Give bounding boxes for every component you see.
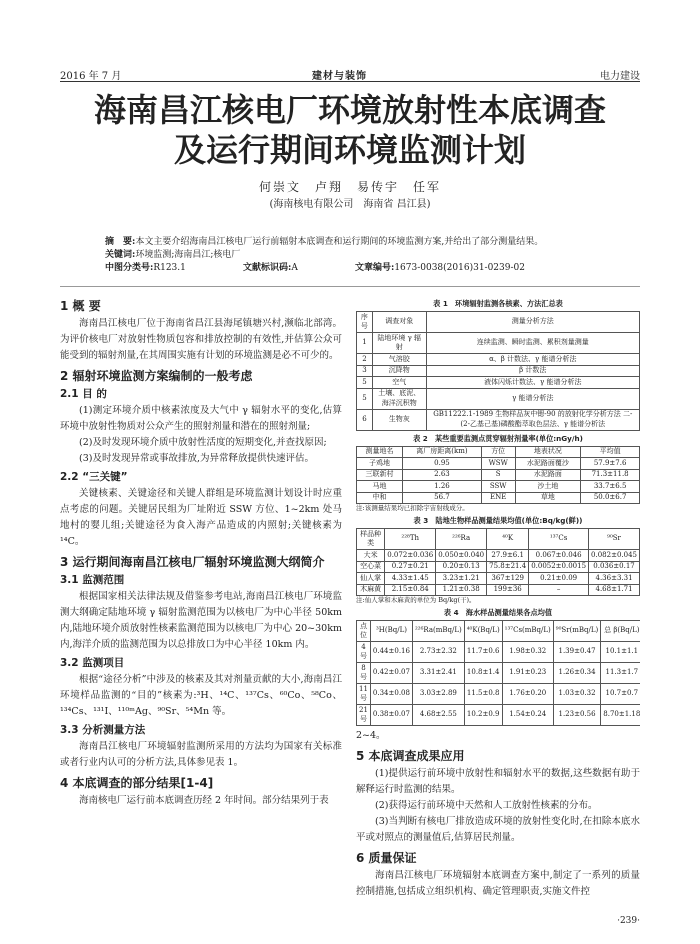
table-cell: 中和 <box>357 492 403 504</box>
table-1 <box>356 311 640 431</box>
table-header-row <box>357 312 640 333</box>
table-cell: 1.54±0.24 <box>502 705 553 726</box>
table-row <box>357 492 640 504</box>
section-heading: 5 本底调查成果应用 <box>356 749 465 763</box>
table-cell: 11.7±0.6 <box>464 642 502 663</box>
table-row <box>357 642 641 663</box>
left-column <box>60 294 342 934</box>
section-heading: 6 质量保证 <box>356 851 417 865</box>
table-cell: 6 <box>357 409 373 430</box>
table-cell: 5 <box>357 388 373 409</box>
table-cell: 10.7±0.7 <box>601 684 640 705</box>
table-cell: 367±129 <box>487 573 529 585</box>
table-cell: ENE <box>481 492 515 504</box>
table-cell: 0.050±0.040 <box>436 550 487 562</box>
title-line-2: 及运行期间环境监测计划 <box>173 131 526 169</box>
column-header: ⁴⁰K(Bq/L) <box>464 621 502 642</box>
table-cell: 1.23±0.56 <box>553 705 601 726</box>
header-journal: 建材与装饰 <box>312 71 367 82</box>
table-cell: 1.39±0.47 <box>553 642 601 663</box>
header-section: 电力建设 <box>600 71 640 82</box>
table-cell: 4.33±1.45 <box>385 573 436 585</box>
header-rule <box>60 81 640 82</box>
doc-code-label: 文献标识码: <box>243 263 292 273</box>
table-cell: 10.1±1.1 <box>601 642 640 663</box>
column-header: 样品种类 <box>357 529 385 550</box>
table-cell: 2.73±2.32 <box>412 642 464 663</box>
article-no-label: 文章编号: <box>354 263 395 273</box>
column-header: ¹³⁷Cs <box>529 529 589 550</box>
table-cell: 仙人掌 <box>357 573 385 585</box>
abstract-label: 摘 要: <box>105 237 136 247</box>
subsection-heading: 3.1 监测范围 <box>60 574 125 586</box>
table-cell: 1.91±0.23 <box>502 663 553 684</box>
table-row <box>357 458 640 470</box>
table-row <box>357 584 640 596</box>
table-cell: 57.9±7.6 <box>581 458 640 470</box>
authors: 何崇文 卢翔 易传宇 任军 <box>258 180 441 194</box>
table-cell: 3 <box>357 365 373 377</box>
column-header: ²²⁶Ra(mBq/L) <box>412 621 464 642</box>
abstract-line <box>105 236 640 249</box>
title-line-1: 海南昌江核电厂环境放射性本底调查 <box>93 91 606 129</box>
keywords-text: 环境监测;海南昌江;核电厂 <box>135 250 241 260</box>
section-heading: 2 辐射环境监测方案编制的一般考虑 <box>60 369 253 383</box>
paper-title <box>60 90 640 170</box>
column-header: 地表状况 <box>515 446 581 458</box>
table-row <box>357 550 640 562</box>
table-cell: 0.44±0.16 <box>370 642 412 663</box>
table-row <box>357 561 640 573</box>
table-cell: 11.3±1.7 <box>601 663 640 684</box>
section-heading: 3 运行期间海南昌江核电厂辐射环境监测大纲简介 <box>60 555 325 569</box>
table-1-caption: 表 1 环境辐射监测各核素、方法汇总表 <box>433 299 563 308</box>
paragraph: 海南昌江核电厂环境辐射监测所采用的方法均为国家有关标准或者行业内认可的分析方法,具体参见表 1。 <box>60 741 342 768</box>
table-cell: 1 <box>357 333 373 354</box>
table-cell: 子鸡地 <box>357 458 403 470</box>
table-row <box>357 469 640 481</box>
table-cell: S <box>481 469 515 481</box>
table-cell: 土壤、底泥、海洋沉积物 <box>372 388 426 409</box>
column-header: 序号 <box>357 312 373 333</box>
table-cell: 0.27±0.21 <box>385 561 436 573</box>
column-header: 点位 <box>357 621 371 642</box>
table-cell: 0.42±0.07 <box>370 663 412 684</box>
column-header: ⁹⁰Sr <box>589 529 640 550</box>
keywords-label: 关键词: <box>105 250 136 260</box>
table-cell: 33.7±6.5 <box>581 481 640 493</box>
header-date: 2016 年 7 月 <box>60 71 122 82</box>
paragraph: (1)测定环境介质中核素浓度及大气中 γ 辐射水平的变化,估算环境中放射性物质对公众产生的照射剂量和潜在的照射剂量; <box>60 405 342 432</box>
table-cell: 4.36±3.31 <box>589 573 640 585</box>
column-header: 总 β(Bq/L) <box>601 621 640 642</box>
table-row <box>357 333 640 354</box>
table-row <box>357 684 641 705</box>
table-header-row <box>357 529 640 550</box>
table-header-row <box>357 446 640 458</box>
table-cell: 沙土地 <box>515 481 581 493</box>
table-4 <box>356 620 640 726</box>
column-header: ³H(Bq/L) <box>370 621 412 642</box>
table-cell: 1.98±0.32 <box>502 642 553 663</box>
table-cell: 50.0±6.7 <box>581 492 640 504</box>
table-cell: 液体闪烁计数法、γ 能谱分析法 <box>426 377 639 389</box>
table-cell: 4.68±1.71 <box>589 584 640 596</box>
article-no-value: 1673-0038(2016)31-0239-02 <box>394 263 525 273</box>
paragraph: 海南昌江核电厂环境辐射本底调查方案中,制定了一系列的质量控制措施,包括成立组织机构、确定管理职责,实施文件控 <box>356 870 640 897</box>
table-2 <box>356 446 640 505</box>
column-header: 测量分析方法 <box>426 312 639 333</box>
table-cell: 0.082±0.045 <box>589 550 640 562</box>
table-cell: 10.2±0.9 <box>464 705 502 726</box>
table-cell: 75.8±21.4 <box>487 561 529 573</box>
table-cell: 0.38±0.07 <box>370 705 412 726</box>
table-cell: γ 能谱分析法 <box>426 388 639 409</box>
column-header: ²²⁶Ra <box>436 529 487 550</box>
clc-label: 中图分类号: <box>105 263 154 273</box>
table-cell: 5 <box>357 377 373 389</box>
table-cell: 11.5±0.8 <box>464 684 502 705</box>
table-3-note: 注:仙人掌和木麻黄的单位为 Bq/kg(干)。 <box>356 596 476 604</box>
table-row <box>357 354 640 366</box>
paragraph: 关键核素、关键途径和关键人群组是环境监测计划设计时应重点考虑的问题。关键居民组为厂址附近 SSW 方位、1~2km 处马地村的婴儿组;关键途径为食入海产品造成的内照射;关键核素为 ¹⁴C。 <box>60 488 342 547</box>
table-cell: 2.63 <box>403 469 482 481</box>
table-cell: 27.9±6.1 <box>487 550 529 562</box>
table-row <box>357 388 640 409</box>
table-header-row <box>357 621 641 642</box>
abstract-block <box>105 236 640 275</box>
table-row <box>357 377 640 389</box>
table-cell: 0.036±0.17 <box>589 561 640 573</box>
table-row <box>357 365 640 377</box>
table-cell: 8 号 <box>357 663 371 684</box>
table-row <box>357 409 640 430</box>
table-cell: GB11222.1-1989 生物样品灰中锶-90 的放射化学分析方法 二-(2-乙基己基)磷酸酯萃取色层法、γ 能谱分析法 <box>426 409 639 430</box>
table-cell: 56.7 <box>403 492 482 504</box>
table-cell: 2 <box>357 354 373 366</box>
paragraph: 海南核电厂运行前本底调查历经 2 年时间。部分结果列于表 <box>79 795 329 806</box>
table-cell: 气溶胶 <box>372 354 426 366</box>
table-cell: SSW <box>481 481 515 493</box>
clc-value: R123.1 <box>153 263 186 273</box>
table-4-caption: 表 4 海水样品测量结果各点均值 <box>443 608 553 617</box>
article-no-item <box>355 262 525 275</box>
table-cell: 连续监测、瞬时监测、累积剂量测量 <box>426 333 639 354</box>
table-cell: 水泥路面覆沙 <box>515 458 581 470</box>
subsection-heading: 2.2 “三关键” <box>60 471 128 483</box>
table-cell: 8.70±1.18 <box>601 705 640 726</box>
table-cell: 4.68±2.55 <box>412 705 464 726</box>
section-heading: 4 本底调查的部分结果[1-4] <box>60 776 214 790</box>
table-3 <box>356 528 640 596</box>
table-cell: 沉降物 <box>372 365 426 377</box>
column-header: ²²⁸Th <box>385 529 436 550</box>
table-cell: 1.21±0.38 <box>436 584 487 596</box>
table-cell: 空心菜 <box>357 561 385 573</box>
doc-code-item <box>243 262 298 275</box>
table-cell: α、β 计数法、γ 能谱分析法 <box>426 354 639 366</box>
column-header: ⁴⁰K <box>487 529 529 550</box>
column-header: 平均值 <box>581 446 640 458</box>
table-cell: 1.76±0.20 <box>502 684 553 705</box>
paragraph: 根据国家相关法律法规及借鉴参考电站,海南昌江核电厂环境监测大纲确定陆地环境 γ 辐射监测范围为以核电厂为中心半径 50km 内,陆地环境介质放射性核素监测范围为以核电厂为中心 20~30km 内,海洋介质的监测范围为以总排放口为中心半径 10km 内。 <box>60 591 342 650</box>
table-cell: 水泥路面 <box>515 469 581 481</box>
subsection-heading: 2.1 目 的 <box>60 388 107 400</box>
table-cell: 0.21±0.09 <box>529 573 589 585</box>
classification-line <box>105 262 525 275</box>
table-cell: 马地 <box>357 481 403 493</box>
abstract-rule <box>60 286 640 287</box>
table-cell: 0.34±0.08 <box>370 684 412 705</box>
table-cell: 4 号 <box>357 642 371 663</box>
table-cell: 71.3±11.8 <box>581 469 640 481</box>
table-cell: 3.23±1.21 <box>436 573 487 585</box>
table-row <box>357 663 641 684</box>
keywords-line <box>105 249 640 262</box>
doc-code-value: A <box>291 263 298 273</box>
table-cell: β 计数法 <box>426 365 639 377</box>
section-heading: 1 概 要 <box>60 299 101 313</box>
table-row <box>357 573 640 585</box>
column-header: 离厂房距离(km) <box>403 446 482 458</box>
table-cell: 大米 <box>357 550 385 562</box>
clc-item <box>105 262 186 275</box>
column-header: ¹³⁷Cs(mBq/L) <box>502 621 553 642</box>
table-cell: 空气 <box>372 377 426 389</box>
paragraph: (3)及时发现异常或事故排放,为异常释放提供快速评估。 <box>79 453 314 464</box>
right-column <box>356 296 640 936</box>
table-cell: 草地 <box>515 492 581 504</box>
table-cell: 0.067±0.046 <box>529 550 589 562</box>
column-header: 调查对象 <box>372 312 426 333</box>
table-cell: 199±36 <box>487 584 529 596</box>
paragraph: 根据“途径分析”中涉及的核素及其对剂量贡献的大小,海南昌江环境样品监测的“目的”核素为:³H、¹⁴C、¹³⁷Cs、⁶⁰Co、⁵⁸Co、¹³⁴Cs、¹³¹I、¹¹⁰ᵐAg、⁹⁰Sr、⁵⁴Mn 等。 <box>60 674 342 717</box>
table-cell: 3.31±2.41 <box>412 663 464 684</box>
paragraph: 海南昌江核电厂位于海南省昌江县海尾镇塘兴村,濒临北部湾。为评价核电厂对放射性物质包容和排放控制的有效性,并估算公众可能受到的辐射剂量,在其周围实施有计划的环境监测是必不可少的。 <box>60 318 342 361</box>
column-header: 方位 <box>481 446 515 458</box>
table-2-caption: 表 2 某些重要监测点贯穿辐射剂量率(单位:nGy/h) <box>413 433 583 443</box>
table-2-note: 注:该测量结果均已扣除宇宙射线成分。 <box>356 504 469 512</box>
table-cell: 生物灰 <box>372 409 426 430</box>
paragraph: (2)获得运行前环境中天然和人工放射性核素的分布。 <box>375 800 598 811</box>
table-cell: 1.26 <box>403 481 482 493</box>
table-cell: 21 号 <box>357 705 371 726</box>
subsection-heading: 3.2 监测项目 <box>60 657 125 669</box>
page-number: ·239· <box>617 916 640 926</box>
table-cell: 木麻黄 <box>357 584 385 596</box>
table-cell: 三联新村 <box>357 469 403 481</box>
table-cell: 陆地环境 γ 辐射 <box>372 333 426 354</box>
table-cell: 0.0052±0.0015 <box>529 561 589 573</box>
paragraph: (2)及时发现环境介质中放射性活度的短期变化,并查找原因; <box>79 437 327 448</box>
table-cell: 0.072±0.036 <box>385 550 436 562</box>
table-cell: 3.03±2.89 <box>412 684 464 705</box>
table-cell: 11 号 <box>357 684 371 705</box>
paragraph: (3)当判断有核电厂排放造成环境的放射性变化时,在扣除本底水平或对照点的测量值后,估算居民剂量。 <box>356 816 640 843</box>
table-cell: – <box>529 584 589 596</box>
paragraph: (1)提供运行前环境中放射性和辐射水平的数据,这些数据有助于解释运行时监测的结果。 <box>356 768 640 795</box>
abstract-text: 本文主要介绍海南昌江核电厂运行前辐射本底调查和运行期间的环境监测方案,并给出了部分测量结果。 <box>135 237 544 247</box>
table-cell: 0.20±0.13 <box>436 561 487 573</box>
column-header: 测量地名 <box>357 446 403 458</box>
table-cell: 2.15±0.84 <box>385 584 436 596</box>
table-3-caption: 表 3 陆地生物样品测量结果均值(单位:Bq/kg(鲜)) <box>413 516 583 525</box>
table-row <box>357 481 640 493</box>
table-cell: 0.95 <box>403 458 482 470</box>
affiliation: (海南核电有限公司 海南省 昌江县) <box>269 199 431 210</box>
table-cell: 1.03±0.32 <box>553 684 601 705</box>
table-cell: 1.26±0.34 <box>553 663 601 684</box>
paragraph-continuation: 2~4。 <box>356 730 386 741</box>
column-header: ⁹⁰Sr(mBq/L) <box>553 621 601 642</box>
subsection-heading: 3.3 分析测量方法 <box>60 724 146 736</box>
table-row <box>357 705 641 726</box>
table-cell: WSW <box>481 458 515 470</box>
table-cell: 10.8±1.4 <box>464 663 502 684</box>
